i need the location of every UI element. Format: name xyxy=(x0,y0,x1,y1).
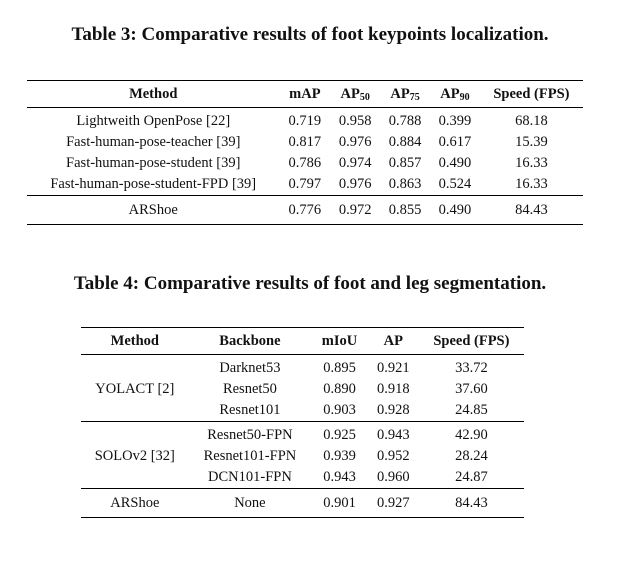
miou-cell: 0.943 xyxy=(323,469,356,485)
method-cell: Fast-human-pose-student-FPD [39] xyxy=(50,176,257,192)
ap-cell: 0.927 xyxy=(376,494,410,511)
table3-header-row xyxy=(27,81,583,108)
table4-caption: Table 4: Comparative results of foot and leg segmentation. xyxy=(73,273,547,294)
backbone-cell: Darknet53 xyxy=(219,360,281,376)
table4-header-miou: mIoU xyxy=(321,332,358,349)
miou-cell: 0.890 xyxy=(323,381,356,397)
backbone-cell: Resnet101-FPN xyxy=(203,448,297,464)
speed-cell: 84.43 xyxy=(515,201,548,218)
ap-cell: 0.921 xyxy=(376,360,410,376)
speed-cell: 24.85 xyxy=(455,402,488,418)
method-cell: YOLACT [2] xyxy=(95,381,175,397)
ap75-cell: 0.884 xyxy=(388,134,422,150)
speed-cell: 33.72 xyxy=(455,360,488,376)
map-cell: 0.719 xyxy=(288,113,322,129)
table-row xyxy=(27,174,583,196)
table3-header-ap75: $AP_{75}$ xyxy=(390,85,420,103)
ap50-cell: 0.976 xyxy=(338,176,372,192)
table3-header-method: Method xyxy=(129,85,178,102)
ap75-cell: 0.788 xyxy=(388,113,422,129)
ap50-cell: 0.976 xyxy=(338,134,372,150)
table-row xyxy=(27,153,583,174)
table3-caption: Table 3: Comparative results of foot keypoints localization. xyxy=(71,24,549,45)
method-cell: Fast-human-pose-teacher [39] xyxy=(66,134,241,150)
ap-cell: 0.960 xyxy=(376,469,410,485)
method-cell: Fast-human-pose-student [39] xyxy=(66,155,241,171)
speed-cell: 15.39 xyxy=(515,134,548,150)
table3-header-ap90: $AP_{90}$ xyxy=(440,85,470,103)
ap50-cell: 0.972 xyxy=(338,201,372,218)
method-cell: ARShoe xyxy=(110,494,160,511)
miou-cell: 0.925 xyxy=(323,427,356,443)
speed-cell: 37.60 xyxy=(455,381,488,397)
ap-cell: 0.918 xyxy=(376,381,410,397)
ap75-cell: 0.857 xyxy=(388,155,422,171)
map-cell: 0.797 xyxy=(288,176,322,192)
ap90-cell: 0.524 xyxy=(438,176,472,192)
backbone-cell: DCN101-FPN xyxy=(208,469,292,485)
miou-cell: 0.901 xyxy=(323,494,356,511)
backbone-cell: None xyxy=(234,494,266,511)
speed-cell: 28.24 xyxy=(455,448,488,464)
speed-cell: 24.87 xyxy=(455,469,488,485)
map-cell: 0.776 xyxy=(288,201,322,218)
ap90-cell: 0.490 xyxy=(438,201,472,218)
ap50-cell: 0.974 xyxy=(338,155,372,171)
table-row xyxy=(27,196,583,225)
ap75-cell: 0.855 xyxy=(388,201,422,218)
ap75-cell: 0.863 xyxy=(388,176,422,192)
ap90-cell: 0.617 xyxy=(438,134,472,150)
speed-cell: 16.33 xyxy=(515,176,548,192)
table4-header-ap: AP xyxy=(383,332,403,349)
miou-cell: 0.895 xyxy=(323,360,356,376)
table4-header-backbone: Backbone xyxy=(219,332,281,349)
backbone-cell: Resnet101 xyxy=(219,402,281,418)
table-row xyxy=(27,111,583,132)
table-row xyxy=(81,358,524,379)
table3 xyxy=(27,80,583,225)
speed-cell: 84.43 xyxy=(455,494,488,511)
map-cell: 0.817 xyxy=(288,134,322,150)
table4-header-speed: Speed (FPS) xyxy=(433,332,510,349)
ap90-cell: 0.399 xyxy=(438,113,472,129)
table3-header-ap50: $AP_{50}$ xyxy=(340,85,370,103)
table-row xyxy=(81,425,524,446)
ap-cell: 0.928 xyxy=(376,402,410,418)
map-cell: 0.786 xyxy=(288,155,322,171)
speed-cell: 68.18 xyxy=(515,113,548,129)
table4-header-method: Method xyxy=(110,332,159,349)
miou-cell: 0.903 xyxy=(323,402,356,418)
ap50-cell: 0.958 xyxy=(338,113,372,129)
table-row xyxy=(81,489,524,518)
speed-cell: 42.90 xyxy=(455,427,488,443)
ap-cell: 0.943 xyxy=(376,427,410,443)
ap90-cell: 0.490 xyxy=(438,155,472,171)
table3-header-speed: Speed (FPS) xyxy=(493,85,570,102)
speed-cell: 16.33 xyxy=(515,155,548,171)
method-cell: Lightweith OpenPose [22] xyxy=(76,113,231,129)
table4 xyxy=(81,327,524,518)
ap-cell: 0.952 xyxy=(376,448,410,464)
table4-header-row xyxy=(81,328,524,355)
backbone-cell: Resnet50-FPN xyxy=(207,427,293,443)
backbone-cell: Resnet50 xyxy=(222,381,277,397)
method-cell: ARShoe xyxy=(128,201,178,218)
miou-cell: 0.939 xyxy=(323,448,356,464)
table3-header-map: mAP xyxy=(289,85,321,102)
method-cell: SOLOv2 [32] xyxy=(94,448,175,464)
table-row xyxy=(27,132,583,153)
